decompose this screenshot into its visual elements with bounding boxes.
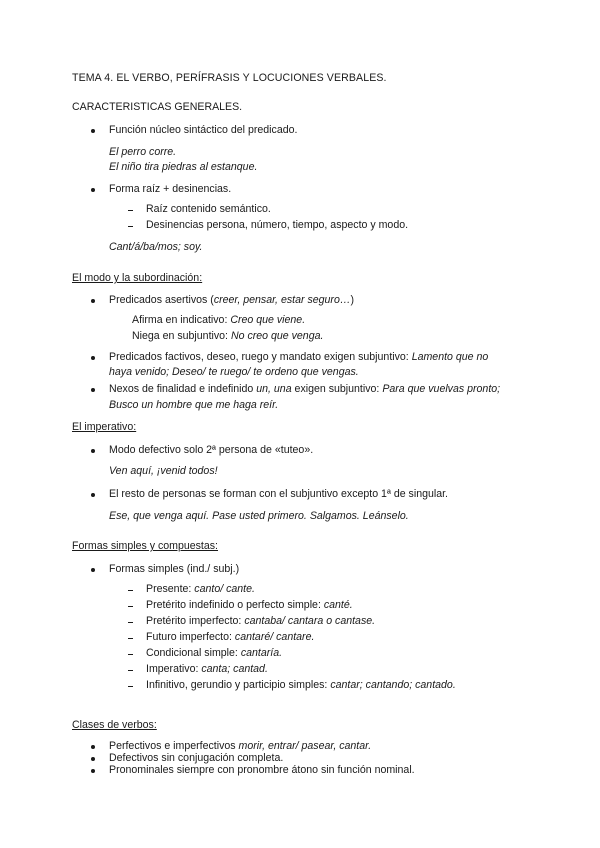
modo-bullet-1: Predicados asertivos (creer, pensar, estar seguro…) xyxy=(109,294,354,306)
modo-bullet-2-cont: haya venido; Deseo/ te ruego/ te ordeno que vengas. xyxy=(109,366,359,378)
section-heading-imperativo: El imperativo: xyxy=(72,421,137,433)
bullet-icon xyxy=(91,129,95,133)
bullet-icon xyxy=(91,356,95,360)
section-heading-formas: Formas simples y compuestas: xyxy=(72,540,219,552)
modo-bullet-2: Predicados factivos, deseo, ruego y mandato exigen subjuntivo: Lamento que no xyxy=(109,351,489,363)
formas-bullet-1: Formas simples (ind./ subj.) xyxy=(109,563,240,575)
modo-assertion-2: Niega en subjuntivo: No creo que venga. xyxy=(132,330,324,342)
bullet-icon xyxy=(91,388,95,392)
formas-item: Futuro imperfecto: cantaré/ cantare. xyxy=(146,631,315,643)
document-title: TEMA 4. EL VERBO, PERÍFRASIS Y LOCUCIONES VERBALES. xyxy=(72,72,387,84)
section-heading-modo: El modo y la subordinación: xyxy=(72,272,203,284)
dash-icon xyxy=(128,638,133,639)
bullet-icon xyxy=(91,299,95,303)
dash-icon xyxy=(128,654,133,655)
modo-assertion-1: Afirma en indicativo: Creo que viene. xyxy=(132,314,306,326)
bullet-icon xyxy=(91,769,95,773)
dash-icon xyxy=(128,670,133,671)
bullet-icon xyxy=(91,449,95,453)
clases-bullet-1: Perfectivos e imperfectivos morir, entrar/ pasear, cantar. xyxy=(109,740,372,752)
modo-bullet-3-cont: Busco un hombre que me haga reír. xyxy=(109,399,279,411)
general-example-1: El perro corre. xyxy=(109,146,177,158)
bullet-icon xyxy=(91,745,95,749)
general-bullet-2: Forma raíz + desinencias. xyxy=(109,183,232,195)
bullet-icon xyxy=(91,568,95,572)
general-example-2: El niño tira piedras al estanque. xyxy=(109,161,258,173)
dash-icon xyxy=(128,226,133,227)
modo-bullet-3: Nexos de finalidad e indefinido un, una exigen subjuntivo: Para que vuelvas pronto; xyxy=(109,383,501,395)
general-dash-1: Raíz contenido semántico. xyxy=(146,203,271,215)
dash-icon xyxy=(128,686,133,687)
formas-item: Condicional simple: cantaría. xyxy=(146,647,283,659)
section-heading-general: CARACTERISTICAS GENERALES. xyxy=(72,101,243,113)
dash-icon xyxy=(128,210,133,211)
imperativo-bullet-1: Modo defectivo solo 2ª persona de «tuteo». xyxy=(109,444,314,456)
imperativo-bullet-2: El resto de personas se forman con el subjuntivo excepto 1ª de singular. xyxy=(109,488,448,500)
dash-icon xyxy=(128,590,133,591)
formas-item: Infinitivo, gerundio y participio simples: cantar; cantando; cantado. xyxy=(146,679,456,691)
dash-icon xyxy=(128,606,133,607)
formas-item: Pretérito imperfecto: cantaba/ cantara o cantase. xyxy=(146,615,376,627)
clases-bullet-2: Defectivos sin conjugación completa. xyxy=(109,752,284,764)
bullet-icon xyxy=(91,188,95,192)
imperativo-example-1: Ven aquí, ¡venid todos! xyxy=(109,465,218,477)
general-bullet-1: Función núcleo sintáctico del predicado. xyxy=(109,124,298,136)
section-heading-clases: Clases de verbos: xyxy=(72,719,157,731)
formas-item: Presente: canto/ cante. xyxy=(146,583,255,595)
formas-item: Pretérito indefinido o perfecto simple: canté. xyxy=(146,599,353,611)
bullet-icon xyxy=(91,493,95,497)
clases-bullet-3: Pronominales siempre con pronombre átono sin función nominal. xyxy=(109,764,415,776)
dash-icon xyxy=(128,622,133,623)
general-example-3: Cant/á/ba/mos; soy. xyxy=(109,241,203,253)
bullet-icon xyxy=(91,757,95,761)
general-dash-2: Desinencias persona, número, tiempo, aspecto y modo. xyxy=(146,219,409,231)
imperativo-example-2: Ese, que venga aquí. Pase usted primero. Salgamos. Leánselo. xyxy=(109,510,409,522)
formas-item: Imperativo: canta; cantad. xyxy=(146,663,268,675)
